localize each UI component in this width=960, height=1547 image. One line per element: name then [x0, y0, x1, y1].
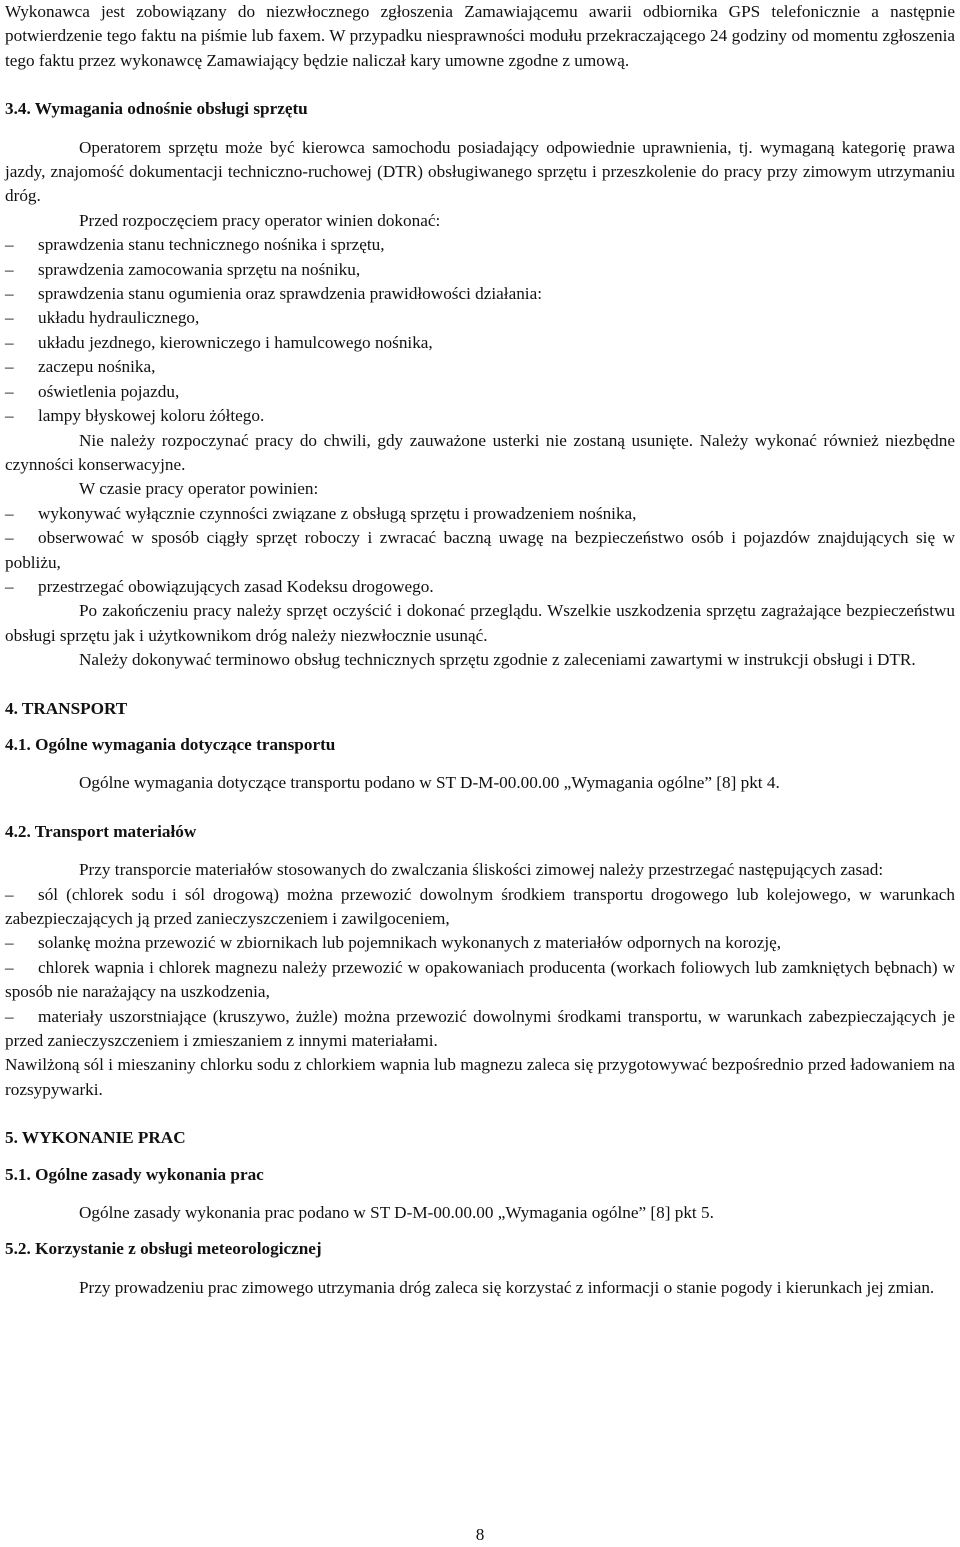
section-4-heading: 4. TRANSPORT [5, 698, 128, 718]
list-item: – zaczepu nośnika, [5, 357, 156, 377]
list-item: – sprawdzenia zamocowania sprzętu na nośniku, [5, 259, 361, 279]
salt-prep-paragraph: Nawilżoną sól i mieszaniny chlorku sodu z chlorkiem wapnia lub magnezu zaleca się przygotowywać bezpośrednio przed ładowaniem na rozsypywarki. [5, 1055, 955, 1099]
section-5-heading: 5. WYKONANIE PRAC [5, 1128, 186, 1148]
before-work-paragraph: Przed rozpoczęciem pracy operator winien dokonać: [79, 210, 441, 230]
during-work-paragraph: W czasie pracy operator powinien: [79, 479, 319, 499]
section-5-2-heading: 5.2. Korzystanie z obsługi meteorologicznej [5, 1239, 322, 1259]
maintenance-paragraph: Należy dokonywać terminowo obsług technicznych sprzętu zgodnie z zaleceniami zawartymi w instrukcji obsługi i DTR. [79, 650, 916, 670]
list-item: – obserwować w sposób ciągły sprzęt roboczy i zwracać baczną uwagę na bezpieczeństwo osób i pojazdów znajdujących się w pobliżu, [5, 528, 955, 572]
before-work-list [5, 233, 955, 428]
list-item: – sprawdzenia stanu ogumienia oraz sprawdzenia prawidłowości działania: [5, 284, 542, 304]
section-4-2-heading: 4.2. Transport materiałów [5, 821, 197, 841]
list-item: – układu hydraulicznego, [5, 308, 200, 328]
list-item: – przestrzegać obowiązujących zasad Kodeksu drogowego. [5, 576, 434, 596]
section-4-1-heading: 4.1. Ogólne wymagania dotyczące transportu [5, 734, 336, 754]
list-item: – materiały uszorstniające (kruszywo, żużle) można przewozić dowolnymi środkami transportu, w warunkach zabezpieczających je przed zanieczyszczeniem i zmieszaniem z innymi materiałami. [5, 1006, 955, 1051]
transport-general-paragraph: Ogólne wymagania dotyczące transportu podano w ST D-M-00.00.00 „Wymagania ogólne” [8] pkt 4. [79, 773, 780, 793]
transport-list [5, 883, 955, 1054]
transport-materials-paragraph: Przy transporcie materiałów stosowanych do zwalczania śliskości zimowej należy przestrzegać następujących zasad: [79, 860, 884, 880]
page-number: 8 [475, 1525, 485, 1544]
list-item: – oświetlenia pojazdu, [5, 381, 180, 401]
section-3-4-heading: 3.4. Wymagania odnośnie obsługi sprzętu [5, 99, 308, 119]
defects-paragraph: Nie należy rozpoczynać pracy do chwili, gdy zauważone usterki nie zostaną usunięte. Należy wykonać również niezbędne czynności konserwacyjne. [5, 430, 955, 474]
intro-paragraph: Wykonawca jest zobowiązany do niezwłocznego zgłoszenia Zamawiającemu awarii odbiornika GPS telefonicznie a następnie potwierdzenie tego faktu na piśmie lub faxem. W przypadku niesprawności modułu przekraczającego 24 godziny od momentu zgłoszenia tego faktu przez wykonawcę Zamawiający będzie naliczał kary umowne zgodne z umową. [5, 2, 955, 70]
list-item: – solankę można przewozić w zbiornikach lub pojemnikach wykonanych z materiałów odpornych na korozję, [5, 933, 782, 953]
list-item: – lampy błyskowej koloru żółtego. [5, 406, 265, 426]
work-rules-paragraph: Ogólne zasady wykonania prac podano w ST D-M-00.00.00 „Wymagania ogólne” [8] pkt 5. [79, 1203, 714, 1223]
list-item: – sprawdzenia stanu technicznego nośnika i sprzętu, [5, 235, 385, 255]
list-item: – wykonywać wyłącznie czynności związane z obsługą sprzętu i prowadzeniem nośnika, [5, 503, 637, 523]
during-work-list [5, 502, 955, 600]
section-5-1-heading: 5.1. Ogólne zasady wykonania prac [5, 1164, 264, 1184]
document-page [5, 0, 955, 1300]
list-item: – sól (chlorek sodu i sól drogową) można przewozić dowolnym środkiem transportu drogowego lub kolejowego, w warunkach zabezpieczających ją przed zanieczyszczeniem i zawilgoceniem, [5, 884, 955, 928]
list-item: – układu jezdnego, kierowniczego i hamulcowego nośnika, [5, 332, 433, 352]
after-work-paragraph: Po zakończeniu pracy należy sprzęt oczyścić i dokonać przeglądu. Wszelkie uszkodzenia sprzętu zagrażające bezpieczeństwu obsługi sprzętu jak i użytkownikom dróg należy niezwłocznie usunąć. [5, 601, 955, 645]
list-item: – chlorek wapnia i chlorek magnezu należy przewozić w opakowaniach producenta (workach foliowych lub zamkniętych bębnach) w sposób nie narażający na uszkodzenia, [5, 957, 955, 1002]
operator-paragraph: Operatorem sprzętu może być kierowca samochodu posiadający odpowiednie uprawnienia, tj. wymaganą kategorię prawa jazdy, znajomość dokumentacji techniczno-ruchowej (DTR) obsługiwanego sprzętu i przeszkolenie do pracy przy zimowym utrzymaniu dróg. [5, 137, 955, 206]
meteo-paragraph: Przy prowadzeniu prac zimowego utrzymania dróg zaleca się korzystać z informacji o stanie pogody i kierunkach jej zmian. [79, 1277, 935, 1297]
